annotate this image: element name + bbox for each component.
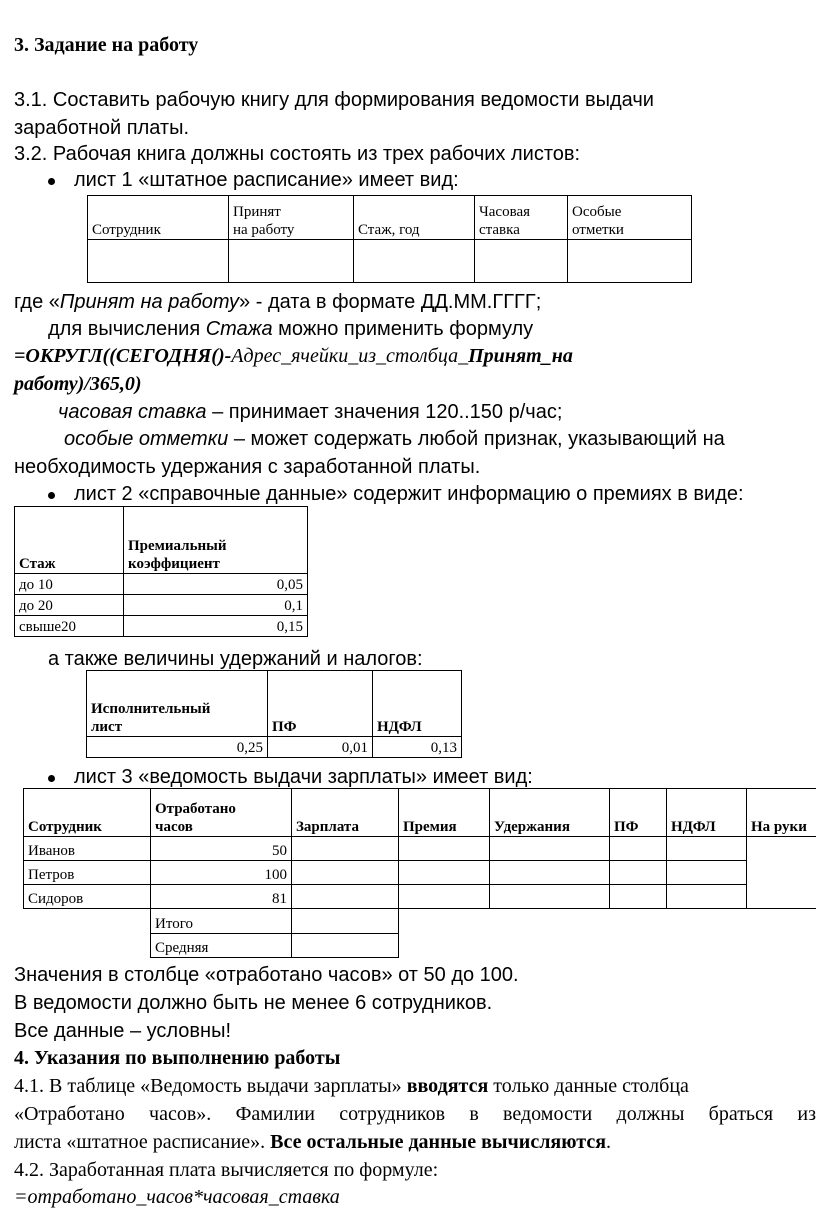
table-row-average — [24, 934, 816, 958]
table-cell — [667, 885, 747, 909]
table-cell: 0,1 — [124, 595, 308, 616]
table-cell — [399, 885, 490, 909]
header-cell: Стаж — [15, 507, 124, 574]
note-calc: для вычисления Стажа можно применить формулу — [48, 318, 534, 340]
table-cell — [292, 837, 399, 861]
table-cell — [490, 837, 610, 861]
table-cell-empty — [399, 909, 816, 934]
table-cell — [292, 934, 399, 958]
table-payroll — [23, 788, 816, 958]
table-cell — [490, 861, 610, 885]
table-cell-empty — [24, 934, 151, 958]
header-cell: Премия — [399, 789, 490, 837]
para-4-1-line1: 4.1. В таблице «Ведомость выдачи зарплаты» вводятся только данные столбца — [14, 1075, 689, 1097]
header-cell: Исполнительный лист — [87, 671, 268, 737]
table-cell: 0,25 — [87, 737, 268, 758]
table-cell: Итого — [151, 909, 292, 934]
text-conditional: Все данные – условны! — [14, 1020, 232, 1042]
table-cell-empty — [24, 909, 151, 934]
header-cell: НДФЛ — [667, 789, 747, 837]
table-cell: 50 — [151, 837, 292, 861]
table-cell — [610, 861, 667, 885]
note-date-format: где «Принят на работу» - дата в формате ДД.ММ.ГГГГ; — [14, 291, 542, 313]
table-cell — [610, 837, 667, 861]
header-cell: Сотрудник — [88, 196, 229, 240]
formula-line1: =ОКРУГЛ((СЕГОДНЯ()-Адрес_ячейки_из_столбца_Принят_на — [14, 345, 573, 367]
note-rate: часовая ставка – принимает значения 120..150 р/час; — [58, 401, 563, 423]
table-cell: 0,15 — [124, 616, 308, 637]
para-3-2: 3.2. Рабочая книга должны состоять из трех рабочих листов: — [14, 143, 581, 165]
header-cell: Стаж, год — [354, 196, 475, 240]
table-cell: до 20 — [15, 595, 124, 616]
bullet-sheet3: лист 3 «ведомость выдачи зарплаты» имеет вид: — [74, 766, 533, 788]
para-3-1-line2: заработной платы. — [14, 117, 190, 139]
para-4-1-line3: листа «штатное расписание». Все остальные данные вычисляются. — [14, 1131, 612, 1153]
header-cell: Премиальный коэффициент — [124, 507, 308, 574]
table-cell — [490, 885, 610, 909]
para-4-2: 4.2. Заработанная плата вычисляется по формуле: — [14, 1159, 439, 1181]
table-row — [24, 861, 816, 885]
table-cell: 0,13 — [373, 737, 462, 758]
table-row-total — [24, 909, 816, 934]
header-cell: ПФ — [610, 789, 667, 837]
table-cell: свыше20 — [15, 616, 124, 637]
header-cell: Удержания — [490, 789, 610, 837]
table-cell: Сидоров — [24, 885, 151, 909]
table-cell: Средняя — [151, 934, 292, 958]
table-cell: 0,01 — [268, 737, 373, 758]
section-title-4: 4. Указания по выполнению работы — [14, 1047, 341, 1069]
para-4-1-line2: «Отработано часов». Фамилии сотрудников в ведомости должны браться из — [14, 1103, 816, 1125]
table-cell — [667, 837, 747, 861]
formula-salary: =отработано_часов*часовая_ставка — [14, 1186, 340, 1208]
table-cell — [399, 837, 490, 861]
header-cell: Принят на работу — [229, 196, 354, 240]
table-cell-empty — [399, 934, 816, 958]
table-cell: Иванов — [24, 837, 151, 861]
table-cell — [292, 909, 399, 934]
table-cell: до 10 — [15, 574, 124, 595]
table-cell: 100 — [151, 861, 292, 885]
note-special-cont: необходимость удержания с заработанной платы. — [14, 456, 481, 478]
header-cell: Особые отметки — [568, 196, 692, 240]
table-cell: Петров — [24, 861, 151, 885]
text-hours-range: Значения в столбце «отработано часов» от 50 до 100. — [14, 964, 519, 986]
text-also: а также величины удержаний и налогов: — [48, 648, 423, 670]
table-cell — [292, 885, 399, 909]
header-cell: НДФЛ — [373, 671, 462, 737]
header-cell: Сотрудник — [24, 789, 151, 837]
table-cell — [610, 885, 667, 909]
table-header-row — [24, 789, 816, 837]
formula-line2: работу)/365,0) — [14, 373, 142, 395]
bullet-sheet2: лист 2 «справочные данные» содержит информацию о премиях в виде: — [74, 483, 744, 505]
table-cell — [667, 861, 747, 885]
table-cell: 81 — [151, 885, 292, 909]
header-cell: На руки — [747, 789, 816, 837]
header-cell: Часовая ставка — [475, 196, 568, 240]
section-title-3: 3. Задание на работу — [14, 34, 199, 56]
header-cell: ПФ — [268, 671, 373, 737]
table-cell — [292, 861, 399, 885]
bullet-sheet1: лист 1 «штатное расписание» имеет вид: — [74, 169, 459, 191]
table-row — [24, 885, 816, 909]
header-cell: Зарплата — [292, 789, 399, 837]
note-special: особые отметки – может содержать любой признак, указывающий на — [64, 428, 725, 450]
text-min-employees: В ведомости должно быть не менее 6 сотрудников. — [14, 992, 493, 1014]
table-cell — [747, 837, 816, 909]
table-cell: 0,05 — [124, 574, 308, 595]
table-cell — [399, 861, 490, 885]
header-cell: Отработано часов — [151, 789, 292, 837]
table-row — [24, 837, 816, 861]
para-3-1-line1: 3.1. Составить рабочую книгу для формирования ведомости выдачи — [14, 89, 654, 111]
